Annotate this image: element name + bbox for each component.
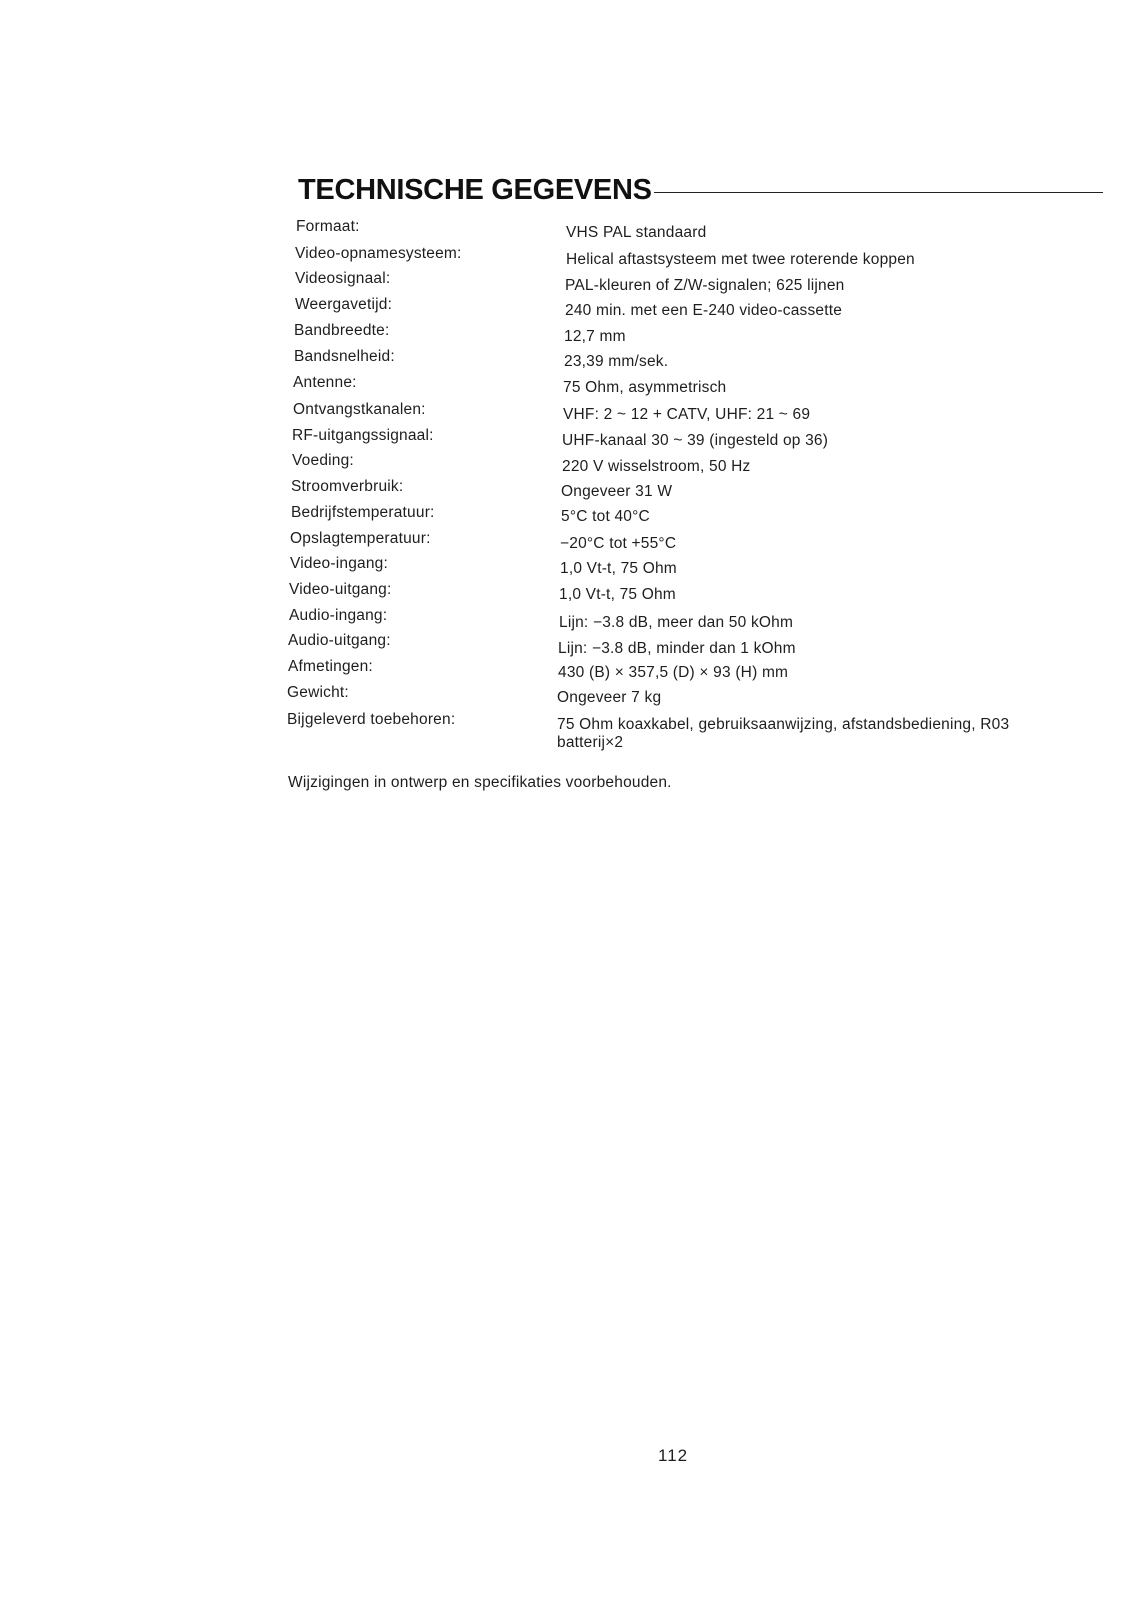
spec-label-gewicht: Gewicht: — [287, 684, 349, 701]
spec-value-opslagtemperatuur: −20°C tot +55°C — [560, 535, 677, 552]
spec-value-formaat: VHS PAL standaard — [566, 224, 707, 241]
spec-value-videosignaal: PAL-kleuren of Z/W-signalen; 625 lijnen — [565, 277, 845, 294]
spec-value-antenne: 75 Ohm, asymmetrisch — [563, 379, 727, 396]
spec-value-video-uitgang: 1,0 Vt-t, 75 Ohm — [559, 586, 676, 603]
spec-label-weergavetijd: Weergavetijd: — [295, 296, 393, 313]
spec-label-audio-ingang: Audio-ingang: — [289, 607, 388, 624]
spec-label-stroomverbruik: Stroomverbruik: — [291, 478, 404, 495]
spec-value-gewicht: Ongeveer 7 kg — [557, 689, 662, 706]
spec-label-video-ingang: Video-ingang: — [290, 555, 388, 572]
page-number: 112 — [658, 1446, 689, 1465]
spec-value-video-opnamesysteem: Helical aftastsysteem met twee roterende koppen — [566, 251, 915, 268]
spec-value-bijgeleverd-toebehoren: 75 Ohm koaxkabel, gebruiksaanwijzing, afstandsbediening, R03 batterij×2 — [557, 716, 1010, 751]
spec-label-video-uitgang: Video-uitgang: — [289, 581, 392, 598]
spec-value-bandsnelheid: 23,39 mm/sek. — [564, 353, 669, 370]
spec-value-ontvangstkanalen: VHF: 2 ~ 12 + CATV, UHF: 21 ~ 69 — [563, 406, 811, 423]
spec-value-stroomverbruik: Ongeveer 31 W — [561, 483, 673, 500]
spec-label-rf-uitgangssignaal: RF-uitgangssignaal: — [292, 427, 434, 444]
spec-label-opslagtemperatuur: Opslagtemperatuur: — [290, 530, 431, 547]
spec-value-afmetingen: 430 (B) × 357,5 (D) × 93 (H) mm — [558, 664, 789, 681]
spec-value-audio-uitgang: Lijn: −3.8 dB, minder dan 1 kOhm — [558, 640, 796, 657]
spec-label-bandsnelheid: Bandsnelheid: — [294, 348, 395, 365]
spec-label-afmetingen: Afmetingen: — [288, 658, 373, 675]
spec-value-weergavetijd: 240 min. met een E-240 video-cassette — [565, 302, 843, 319]
spec-label-videosignaal: Videosignaal: — [295, 270, 391, 287]
spec-label-voeding: Voeding: — [292, 452, 354, 469]
spec-label-bijgeleverd-toebehoren: Bijgeleverd toebehoren: — [287, 711, 456, 728]
disclaimer-note: Wijzigingen in ontwerp en specifikaties voorbehouden. — [288, 774, 672, 791]
spec-value-rf-uitgangssignaal: UHF-kanaal 30 ~ 39 (ingesteld op 36) — [562, 432, 829, 449]
spec-value-audio-ingang: Lijn: −3.8 dB, meer dan 50 kOhm — [559, 614, 794, 631]
spec-value-voeding: 220 V wisselstroom, 50 Hz — [562, 458, 751, 475]
spec-label-bedrijfstemperatuur: Bedrijfstemperatuur: — [291, 504, 435, 521]
spec-value-bandbreedte: 12,7 mm — [564, 328, 626, 345]
spec-label-formaat: Formaat: — [296, 218, 360, 235]
spec-label-ontvangstkanalen: Ontvangstkanalen: — [293, 401, 426, 418]
page-title: TECHNISCHE GEGEVENS — [298, 173, 652, 206]
spec-label-bandbreedte: Bandbreedte: — [294, 322, 390, 339]
spec-value-bedrijfstemperatuur: 5°C tot 40°C — [561, 508, 650, 525]
spec-label-video-opnamesysteem: Video-opnamesysteem: — [295, 245, 462, 262]
spec-label-audio-uitgang: Audio-uitgang: — [288, 632, 391, 649]
spec-value-video-ingang: 1,0 Vt-t, 75 Ohm — [560, 560, 677, 577]
spec-label-antenne: Antenne: — [293, 374, 357, 391]
